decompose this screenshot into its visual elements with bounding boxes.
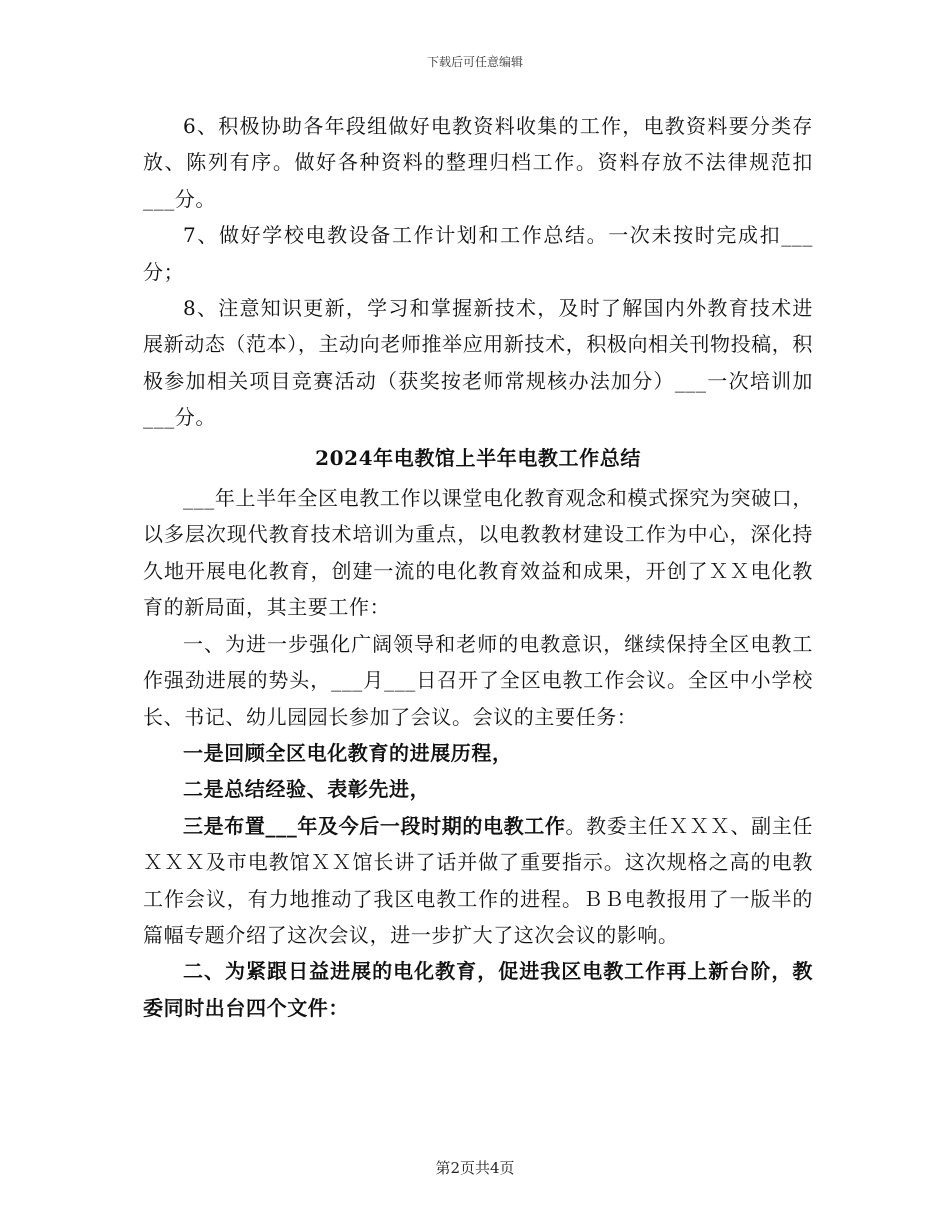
task-three-continuation: 。教委主任ＸＸＸ、副主任ＸＸＸ及市电教馆ＸＸ馆长讲了话并做了重要指示。这次规格之高的电教工作会议，有力地推动了我区电教工作的进程。ＢＢ电教报用了一版半的篇幅专题介绍了这次会议，进一步扩大了这次会议的影响。 — [143, 813, 814, 947]
task-three: 三是布置___年及今后一段时期的电教工作 — [183, 813, 566, 838]
paragraph-part-one: 一、为进一步强化广阔领导和老师的电教意识，继续保持全区电教工作强劲进展的势头，___月___日召开了全区电教工作会议。全区中小学校长、书记、幼儿园园长参加了会议。会议的主要任务： — [143, 631, 813, 729]
task-three-paragraph — [143, 808, 813, 954]
task-one: 一是回顾全区电化教育的进展历程， — [183, 740, 513, 765]
page-number: 第2页共4页 — [435, 1159, 515, 1177]
paragraph-item-7: 7、做好学校电教设备工作计划和工作总结。一次未按时完成扣___分； — [143, 223, 813, 284]
section-title: 2024年电教馆上半年电教工作总结 — [315, 445, 641, 470]
page-header: 下载后可任意编辑 — [426, 55, 523, 69]
document-body — [143, 108, 813, 1026]
paragraph-part-two: 二、为紧跟日益进展的电化教育，促进我区电教工作再上新台阶，教委同时出台四个文件： — [143, 959, 813, 1020]
intro-paragraph: ___年上半年全区电教工作以课堂电化教育观念和模式探究为突破口，以多层次现代教育技术培训为重点，以电教教材建设工作为中心，深化持久地开展电化教育，创建一流的电化教育效益和成果，开创了ＸＸ电化教育的新局面，其主要工作： — [143, 486, 813, 620]
paragraph-item-6: 6、积极协助各年段组做好电教资料收集的工作，电教资料要分类存放、陈列有序。做好各种资料的整理归档工作。资料存放不法律规范扣___分。 — [143, 114, 813, 211]
paragraph-item-8: 8、注意知识更新，学习和掌握新技术，及时了解国内外教育技术进展新动态（范本），主动向老师推举应用新技术，积极向相关刊物投稿，积极参加相关项目竞赛活动（获奖按老师常规核办法加分）___一次培训加___分。 — [143, 296, 813, 430]
task-two: 二是总结经验、表彰先进， — [183, 777, 431, 802]
